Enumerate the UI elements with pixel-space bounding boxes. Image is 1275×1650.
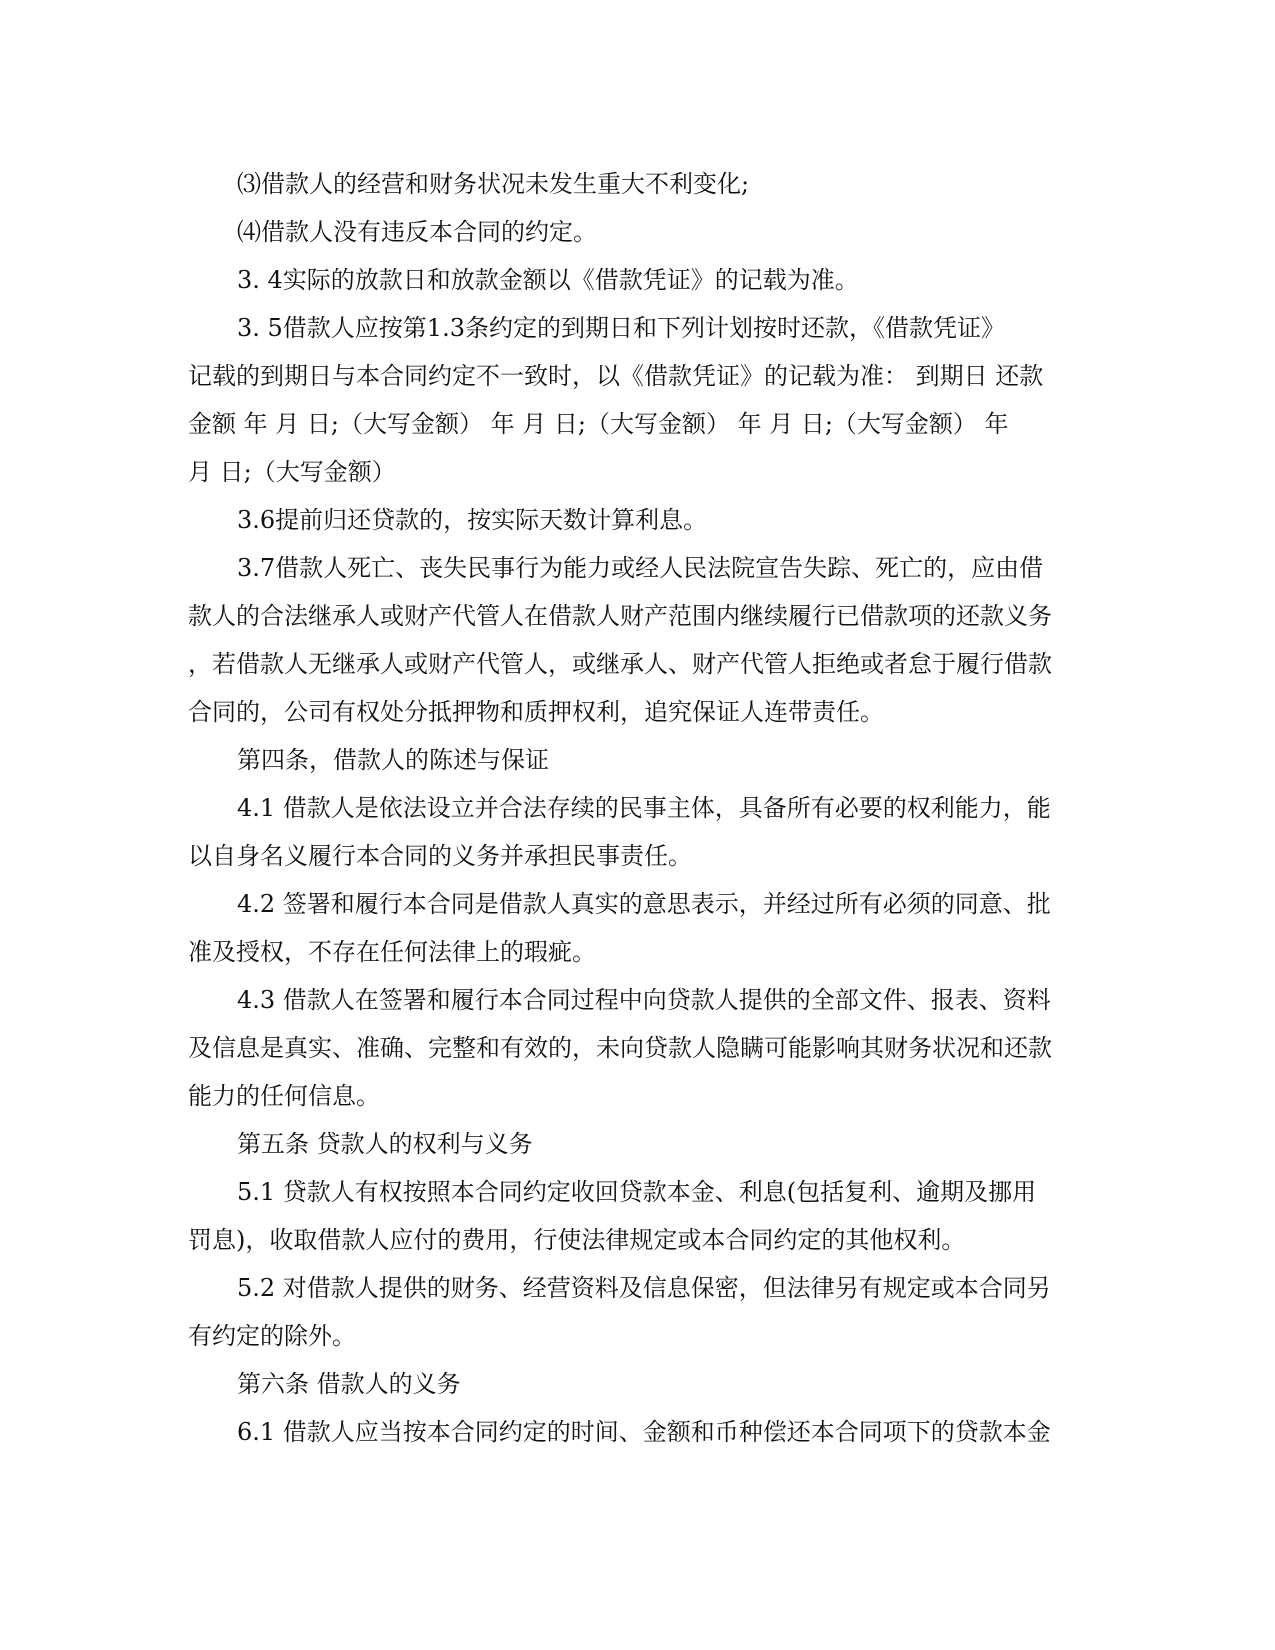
text-line: 能力的任何信息。: [188, 1082, 380, 1110]
section-heading: 第五条 贷款人的权利与义务: [237, 1130, 533, 1158]
text-line: 罚息)，收取借款人应付的费用，行使法律规定或本合同约定的其他权利。: [188, 1226, 966, 1254]
paragraph-clause-4-2: [188, 880, 1080, 976]
text-line: 3. 4实际的放款日和放款金额以《借款凭证》的记载为准。: [237, 266, 859, 294]
text-line: 及信息是真实、准确、完整和有效的，未向贷款人隐瞒可能影响其财务状况和还款: [188, 1034, 1052, 1062]
text-line: 4.2 签署和履行本合同是借款人真实的意思表示，并经过所有必须的同意、批: [237, 890, 1051, 918]
text-line: 3.6提前归还贷款的，按实际天数计算利息。: [237, 506, 708, 534]
text-line: 3.7借款人死亡、丧失民事行为能力或经人民法院宣告失踪、死亡的，应由借: [237, 554, 1044, 582]
text-line: 5.1 贷款人有权按照本合同约定收回贷款本金、利息(包括复利、逾期及挪用: [237, 1178, 1037, 1206]
paragraph-clause-4-3: [188, 976, 1080, 1120]
text-line: 6.1 借款人应当按本合同约定的时间、金额和币种偿还本合同项下的贷款本金: [237, 1418, 1051, 1446]
paragraph-clause-4-1: [188, 784, 1080, 880]
paragraph-clause-3-4: [188, 256, 1080, 304]
text-line: 款人的合法继承人或财产代管人在借款人财产范围内继续履行已借款项的还款义务: [188, 602, 1052, 630]
paragraph-condition-3: [188, 160, 1080, 208]
paragraph-clause-3-6: [188, 496, 1080, 544]
text-line: 3. 5借款人应按第1.3条约定的到期日和下列计划按时还款，《借款凭证》: [237, 314, 1005, 342]
text-line: 月 日;（大写金额）: [188, 458, 396, 486]
text-line: 4.3 借款人在签署和履行本合同过程中向贷款人提供的全部文件、报表、资料: [237, 986, 1051, 1014]
text-line: 以自身名义履行本合同的义务并承担民事责任。: [188, 842, 692, 870]
section-heading-article-4: [188, 736, 1080, 784]
text-line: ⑶借款人的经营和财务状况未发生重大不利变化;: [237, 170, 750, 198]
text-line: 5.2 对借款人提供的财务、经营资料及信息保密，但法律另有规定或本合同另: [237, 1274, 1051, 1302]
text-line: ⑷借款人没有违反本合同的约定。: [237, 218, 597, 246]
paragraph-condition-4: [188, 208, 1080, 256]
section-heading: 第四条，借款人的陈述与保证: [237, 746, 549, 774]
paragraph-clause-3-7: [188, 544, 1080, 736]
paragraph-clause-3-5: [188, 304, 1080, 496]
paragraph-clause-5-1: [188, 1168, 1080, 1264]
text-line: 有约定的除外。: [188, 1322, 356, 1350]
text-line: 记载的到期日与本合同约定不一致时，以《借款凭证》的记载为准： 到期日 还款: [188, 362, 1044, 390]
text-line: ，若借款人无继承人或财产代管人，或继承人、财产代管人拒绝或者怠于履行借款: [188, 650, 1052, 678]
text-line: 4.1 借款人是依法设立并合法存续的民事主体，具备所有必要的权利能力，能: [237, 794, 1051, 822]
section-heading: 第六条 借款人的义务: [237, 1370, 461, 1398]
paragraph-clause-6-1: [188, 1408, 1080, 1456]
section-heading-article-6: [188, 1360, 1080, 1408]
text-line: 合同的，公司有权处分抵押物和质押权利，追究保证人连带责任。: [188, 698, 884, 726]
paragraph-clause-5-2: [188, 1264, 1080, 1360]
text-line: 准及授权，不存在任何法律上的瑕疵。: [188, 938, 596, 966]
text-line: 金额 年 月 日;（大写金额） 年 月 日;（大写金额） 年 月 日;（大写金额） 年: [188, 410, 1009, 438]
document-body: [188, 160, 1080, 1456]
section-heading-article-5: [188, 1120, 1080, 1168]
